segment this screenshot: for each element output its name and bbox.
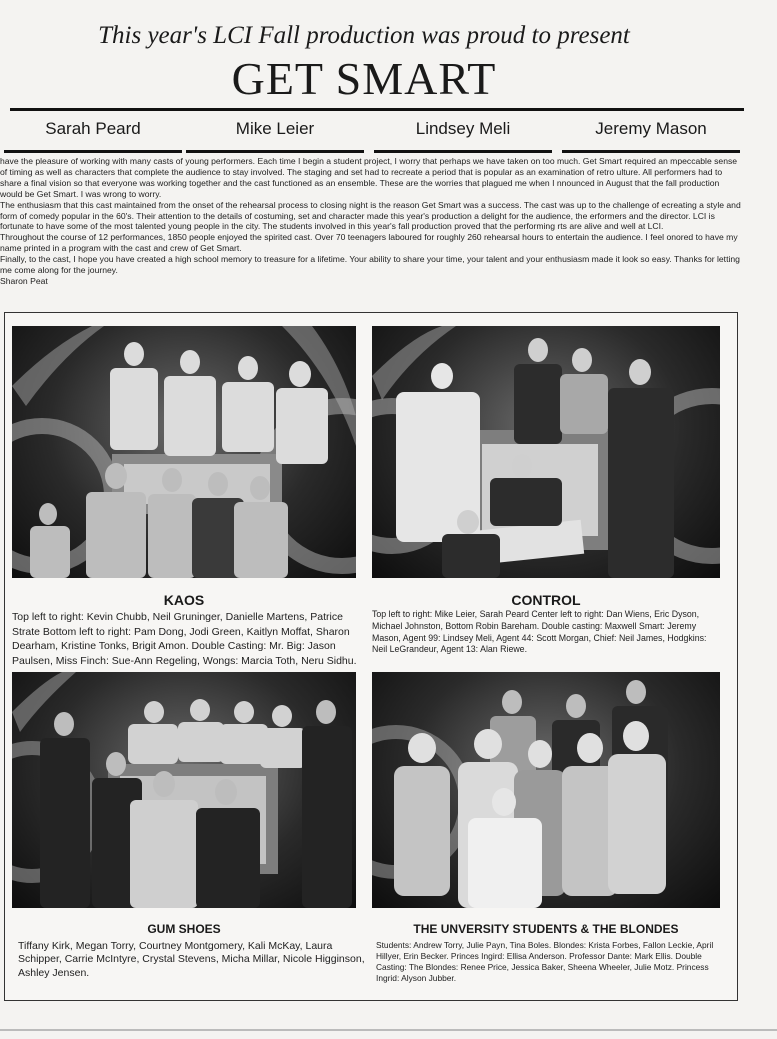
- gum-shoes-title: GUM SHOES: [147, 922, 221, 936]
- tagline: This year's LCI Fall production was proud to present: [98, 22, 630, 49]
- photo-gum-shoes: [12, 672, 356, 908]
- control-caption: Top left to right: Mike Leier, Sarah Peard Center left to right: Dan Wiens, Eric Dyson, Michael Johnston, Bottom Robin Bareham. Double casting: Maxwell Smart: Jeremy Mason, Agent 99: Lindsey Meli, Agent 44: Scott Morgan, Chief: Neil James, Hodgkins: Neil LeGrandeur, Agent 13: Alan Riewe.: [372, 609, 707, 655]
- photo-control: [372, 326, 720, 578]
- kaos-title: KAOS: [163, 592, 205, 608]
- kaos-caption: Top left to right: Kevin Chubb, Neil Gruninger, Danielle Martens, Patrice Strate Bottom left to right: Pam Dong, Jodi Green, Kaitlyn Moffat, Sharon Dearham, Kristine Tonks, Brigit Amon. Double Casting: Mr. Big: Jason Paulsen, Miss Finch: Sue-Ann Regeling, Wongs: Marcia Toth, Neru Sidhu.: [12, 611, 357, 667]
- production-title: GET SMART: [231, 53, 497, 104]
- director-letter: [0, 156, 742, 287]
- letter-paragraph-1: have the pleasure of working with many casts of young performers. Each time I begin a student project, I worry that perhaps we have taken on too much. Get Smart required an mpeccable sense of timing as well as characters that complete the audience to stay involved. The staging and set had to recreate a period that is popular as an examination of retro ulture. All performers had to share a final vision so that everyone was working together and the cast functioned as an ensemble. These are the worries that plagued me when I nnounced in August that the fall production would be Get Smart. I was wrong to worry.: [0, 156, 738, 199]
- letter-paragraph-4: Finally, to the cast, I hope you have created a high school memory to treasure for a lifetime. Your ability to share your time, your talent and your enthusiasm made it look so easy. Thanks for letting me come along for the journey.: [0, 254, 740, 276]
- photo-students-blondes: [372, 672, 720, 908]
- control-title: CONTROL: [511, 592, 581, 608]
- gum-shoes-caption: Tiffany Kirk, Megan Torry, Courtney Montgomery, Kali McKay, Laura Schipper, Carrie McIntyre, Crystal Stevens, Micha Millar, Nicole Higginson, Ashley Jensen.: [18, 940, 365, 979]
- cast-name-2: Mike Leier: [186, 116, 364, 153]
- photo-kaos: [12, 326, 356, 578]
- letter-signature: Sharon Peat: [0, 275, 48, 286]
- letter-paragraph-3: Throughout the course of 12 performances, 1850 people enjoyed the spirited cast. Over 70 teenagers laboured for roughly 260 rehearsal hours to entertain the audience. I feel onored to have my name printed in a program with the cast and crew of Get Smart.: [0, 232, 738, 254]
- cast-name-1: Sarah Peard: [4, 116, 182, 153]
- cast-name-3: Lindsey Meli: [374, 116, 552, 153]
- letter-paragraph-2: The enthusiasm that this cast maintained from the onset of the rehearsal process to closing night is the reason Get Smart was a success. The cast was up to the challenge of ecreating a style and form of comedy popular in the 60's. Their attention to the details of costuming, set and character made this year's production a delight for the audience, the erformers and the director. LCI is fortunate to have some of the most talented young people in the city. The students involved in this year's fall production proved that the performing rts are alive and well at LCI.: [0, 199, 741, 232]
- students-title: THE UNVERSITY STUDENTS & THE BLONDES: [413, 922, 679, 936]
- header-rule: [10, 108, 744, 111]
- students-caption: Students: Andrew Torry, Julie Payn, Tina Boles. Blondes: Krista Forbes, Fallon Leckie, April Hillyer, Erin Becker. Princes Ingird: Ellisa Anderson. Professor Dante: Mark Ellis. Double Casting: The Blondes: Renee Price, Jessica Baker, Sheena Wheeler, Julie Motz. Princess Ingrid: Alyson Jubber.: [376, 940, 714, 983]
- cast-name-4: Jeremy Mason: [562, 116, 740, 153]
- page-bottom-edge: [0, 1029, 777, 1031]
